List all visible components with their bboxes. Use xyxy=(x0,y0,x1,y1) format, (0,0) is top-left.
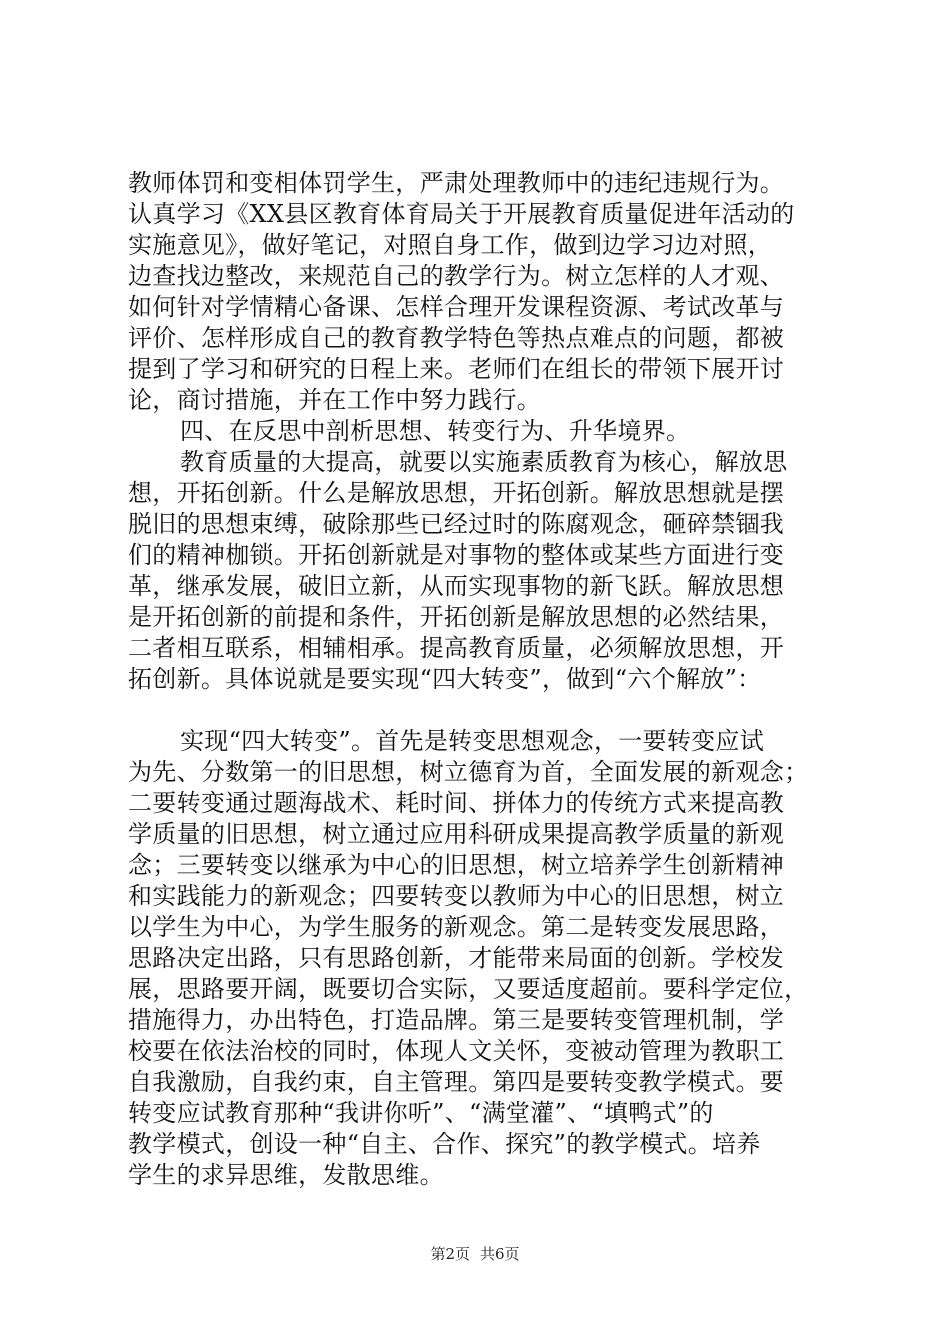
paragraph-start-line: 实现“四大转变”。首先是转变思想观念，一要转变应试 xyxy=(180,727,765,755)
text-line: 想，开拓创新。什么是解放思想，开拓创新。解放思想就是摆 xyxy=(128,479,785,507)
paragraph-start-line: 教育质量的大提高，就要以实施素质教育为核心，解放思 xyxy=(180,448,788,476)
text-line: 展，思路要开阔，既要切合实际，又要适度超前。要科学定位， xyxy=(128,975,809,1003)
text-line: 为先、分数第一的旧思想，树立德育为首，全面发展的新观念； xyxy=(128,758,809,786)
text-line: 脱旧的思想束缚，破除那些已经过时的陈腐观念，砸碎禁锢我 xyxy=(128,510,785,538)
text-line: 实施意见》，做好笔记，对照自身工作，做到边学习边对照， xyxy=(128,231,773,259)
text-line: 教师体罚和变相体罚学生，严肃处理教师中的违纪违规行为。 xyxy=(128,169,785,197)
text-line: 提到了学习和研究的日程上来。老师们在组长的带领下展开讨 xyxy=(128,355,785,383)
text-line: 是开拓创新的前提和条件，开拓创新是解放思想的必然结果， xyxy=(128,603,785,631)
text-line: 们的精神枷锁。开拓创新就是对事物的整体或某些方面进行变 xyxy=(128,541,785,569)
page-number: 第2页 xyxy=(430,1245,470,1263)
text-line: 二要转变通过题海战术、耗时间、拼体力的传统方式来提高教 xyxy=(128,789,785,817)
text-line: 校要在依法治校的同时，体现人文关怀，变被动管理为教职工 xyxy=(128,1037,785,1065)
text-line: 以学生为中心，为学生服务的新观念。第二是转变发展思路， xyxy=(128,913,785,941)
text-line: 边查找边整改，来规范自己的教学行为。树立怎样的人才观、 xyxy=(128,262,785,290)
text-line: 学生的求异思维，发散思维。 xyxy=(128,1161,444,1189)
text-line: 思路决定出路，只有思路创新，才能带来局面的创新。学校发 xyxy=(128,944,785,972)
text-line: 二者相互联系，相辅相承。提高教育质量，必须解放思想，开 xyxy=(128,634,785,662)
text-line: 拓创新。具体说就是要实现“四大转变”，做到“六个解放”： xyxy=(128,665,762,693)
text-line: 自我激励，自我约束，自主管理。第四是要转变教学模式。要 xyxy=(128,1068,785,1096)
text-line: 学质量的旧思想，树立通过应用科研成果提高教学质量的新观 xyxy=(128,820,785,848)
paragraph-gap xyxy=(128,695,828,726)
text-line: 论，商讨措施，并在工作中努力践行。 xyxy=(128,386,542,414)
text-line: 革，继承发展，破旧立新，从而实现事物的新飞跃。解放思想 xyxy=(128,572,785,600)
text-line: 认真学习《XX县区教育体育局关于开展教育质量促进年活动的 xyxy=(128,200,795,228)
text-line: 转变应试教育那种“我讲你听”、“满堂灌”、“填鸭式”的 xyxy=(128,1099,714,1127)
page-footer xyxy=(0,1244,950,1264)
page-total: 共6页 xyxy=(480,1245,520,1263)
text-line: 措施得力，办出特色，打造品牌。第三是要转变管理机制，学 xyxy=(128,1006,785,1034)
text-line: 念；三要转变以继承为中心的旧思想，树立培养学生创新精神 xyxy=(128,851,785,879)
text-line: 教学模式，创设一种“自主、合作、探究”的教学模式。培养 xyxy=(128,1130,761,1158)
section-heading: 四、在反思中剖析思想、转变行为、升华境界。 xyxy=(180,417,691,445)
text-line: 如何针对学情精心备课、怎样合理开发课程资源、考试改革与 xyxy=(128,293,785,321)
text-line: 评价、怎样形成自己的教育教学特色等热点难点的问题，都被 xyxy=(128,324,785,352)
text-line: 和实践能力的新观念；四要转变以教师为中心的旧思想，树立 xyxy=(128,882,785,910)
document-body xyxy=(128,168,828,1191)
